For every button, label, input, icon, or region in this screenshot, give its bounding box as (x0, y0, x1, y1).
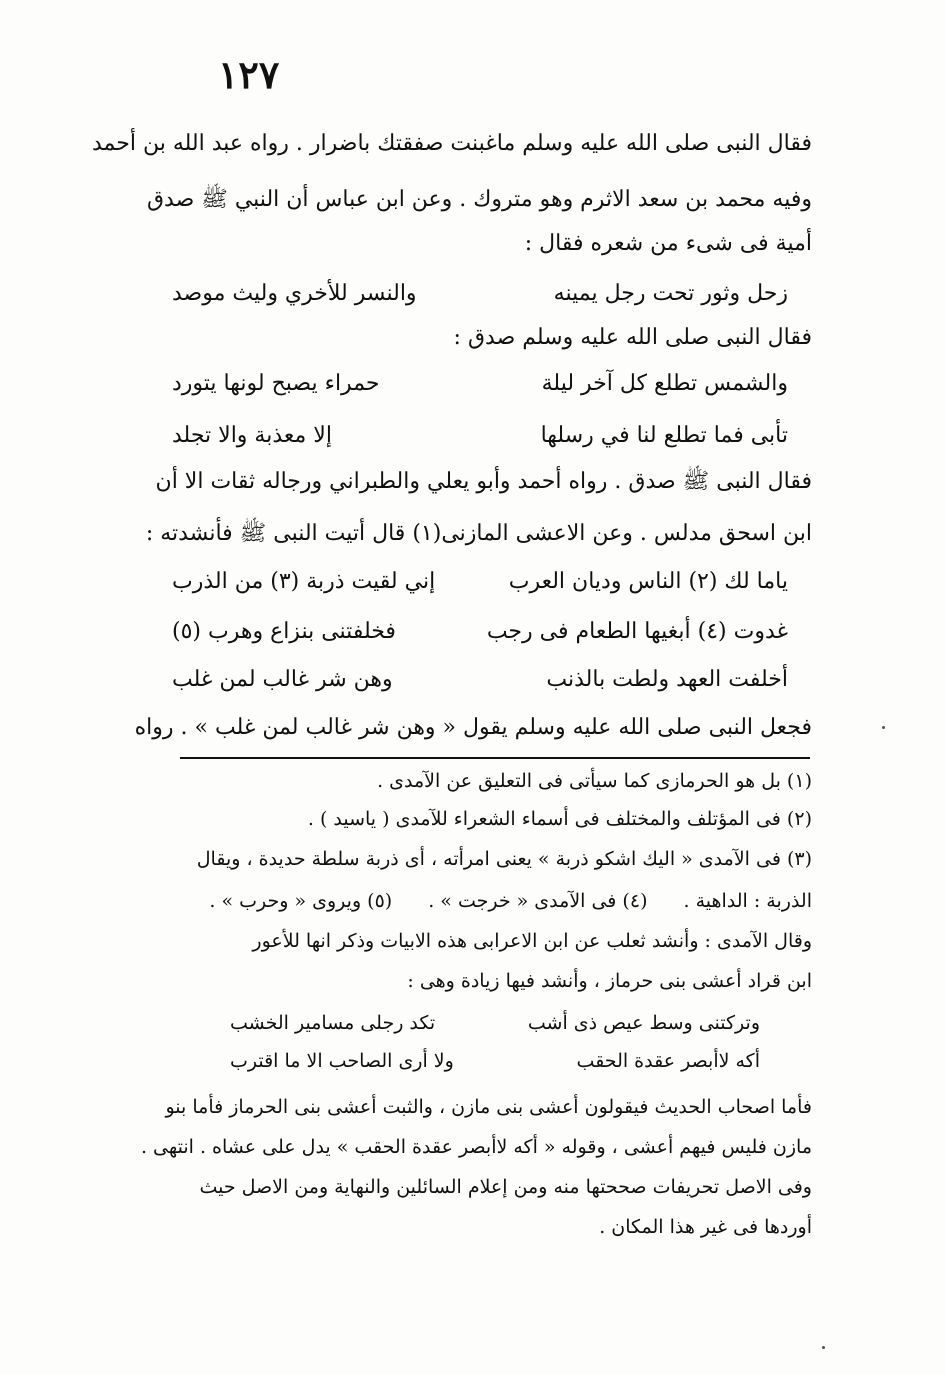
text-line: أمية فى شىء من شعره فقال : (524, 231, 812, 256)
verse-hemistich: أكه لاأبصر عقدة الحقب (576, 1050, 760, 1072)
page-number: ١٢٧ (218, 52, 280, 97)
footnote-line (172, 884, 812, 918)
verse-hemistich: أخلفت العهد ولطت بالذنب (546, 667, 788, 692)
verse-line (172, 658, 788, 702)
verse-hemistich: تكد رجلى مسامير الخشب (230, 1012, 436, 1034)
footnote: وفى الاصل تحريفات صححتها منه ومن إعلام السائلين والنهاية ومن الاصل حيث (199, 1176, 812, 1198)
verse-hemistich: فخلفتنى بنزاع وهرب (٥) (172, 619, 396, 644)
footnote: فأما اصحاب الحديث فيقولون أعشى بنى مازن ، والثبت أعشى بنى الحرماز فأما بنو (165, 1096, 812, 1118)
scan-speck (822, 1346, 825, 1349)
verse-hemistich: زحل وثور تحت رجل يمينه (553, 281, 788, 306)
footnote: (١) بل هو الحرمازى كما سيأتى فى التعليق عن الآمدى . (377, 770, 812, 792)
verse-hemistich: والشمس تطلع كل آخر ليلة (541, 371, 788, 396)
footnote-verse (230, 1006, 760, 1040)
verse-hemistich: حمراء يصبح لونها يتورد (172, 371, 380, 396)
footnote: (٣) فى الآمدى « اليك اشكو ذربة » يعنى امرأته ، أى ذربة سلطة حديدة ، ويقال (196, 848, 812, 870)
verse-hemistich: وهن شر غالب لمن غلب (172, 667, 393, 692)
text-line: فقال النبى صلى الله عليه وسلم صدق : (453, 325, 812, 350)
text-line: فقال النبى صلى الله عليه وسلم ماغبنت صفقتك باضرار . رواه عبد الله بن أحمد (92, 131, 812, 156)
footnote: (٢) فى المؤتلف والمختلف فى أسماء الشعراء للآمدى ( ياسيد ) . (307, 808, 812, 830)
verse-hemistich: والنسر للأخري وليث موصد (172, 281, 417, 306)
verse-line (172, 560, 788, 604)
verse-hemistich: ولا أرى الصاحب الا ما اقترب (230, 1050, 454, 1072)
verse-line (172, 362, 788, 406)
footnote: وقال الآمدى : وأنشد ثعلب عن ابن الاعرابى هذه الابيات وذكر انها للأعور (252, 930, 812, 952)
footnote-verse (230, 1044, 760, 1078)
verse-line (172, 414, 788, 458)
text-line: فقال النبى ﷺ صدق . رواه أحمد وأبو يعلي والطبراني ورجاله ثقات الا أن (155, 469, 812, 494)
footnote: (٥) ويروى « وحرب » . (209, 890, 393, 912)
text-line: وفيه محمد بن سعد الاثرم وهو متروك . وعن ابن عباس أن النبي ﷺ صدق (146, 187, 812, 212)
footnote: ابن قراد أعشى بنى حرماز ، وأنشد فيها زيادة وهى : (407, 970, 812, 992)
footnote: مازن فليس فيهم أعشى ، وقوله « أكه لاأبصر عقدة الحقب » يدل على عشاه . انتهى . (140, 1136, 812, 1158)
scan-speck (882, 726, 885, 729)
footnote-divider (180, 757, 810, 759)
footnote: الذربة : الداهية . (683, 890, 812, 912)
text-line: ابن اسحق مدلس . وعن الاعشى المازنى(١) قال أتيت النبى ﷺ فأنشدته : (145, 521, 812, 546)
footnote: أوردها فى غير هذا المكان . (599, 1216, 812, 1238)
verse-hemistich: تأبى فما تطلع لنا في رسلها (540, 423, 788, 448)
verse-hemistich: غدوت (٤) أبغيها الطعام فى رجب (486, 619, 788, 644)
verse-hemistich: إني لقيت ذربة (٣) من الذرب (172, 569, 436, 594)
text-line: فجعل النبى صلى الله عليه وسلم يقول « وهن شر غالب لمن غلب » . رواه (134, 715, 812, 740)
verse-line (172, 610, 788, 654)
footnote: (٤) فى الآمدى « خرجت » . (428, 890, 648, 912)
verse-hemistich: إلا معذبة والا تجلد (172, 423, 332, 448)
verse-hemistich: ياما لك (٢) الناس وديان العرب (508, 569, 788, 594)
verse-hemistich: وتركتنى وسط عيص ذى أشب (527, 1012, 760, 1034)
verse-line (172, 272, 788, 316)
